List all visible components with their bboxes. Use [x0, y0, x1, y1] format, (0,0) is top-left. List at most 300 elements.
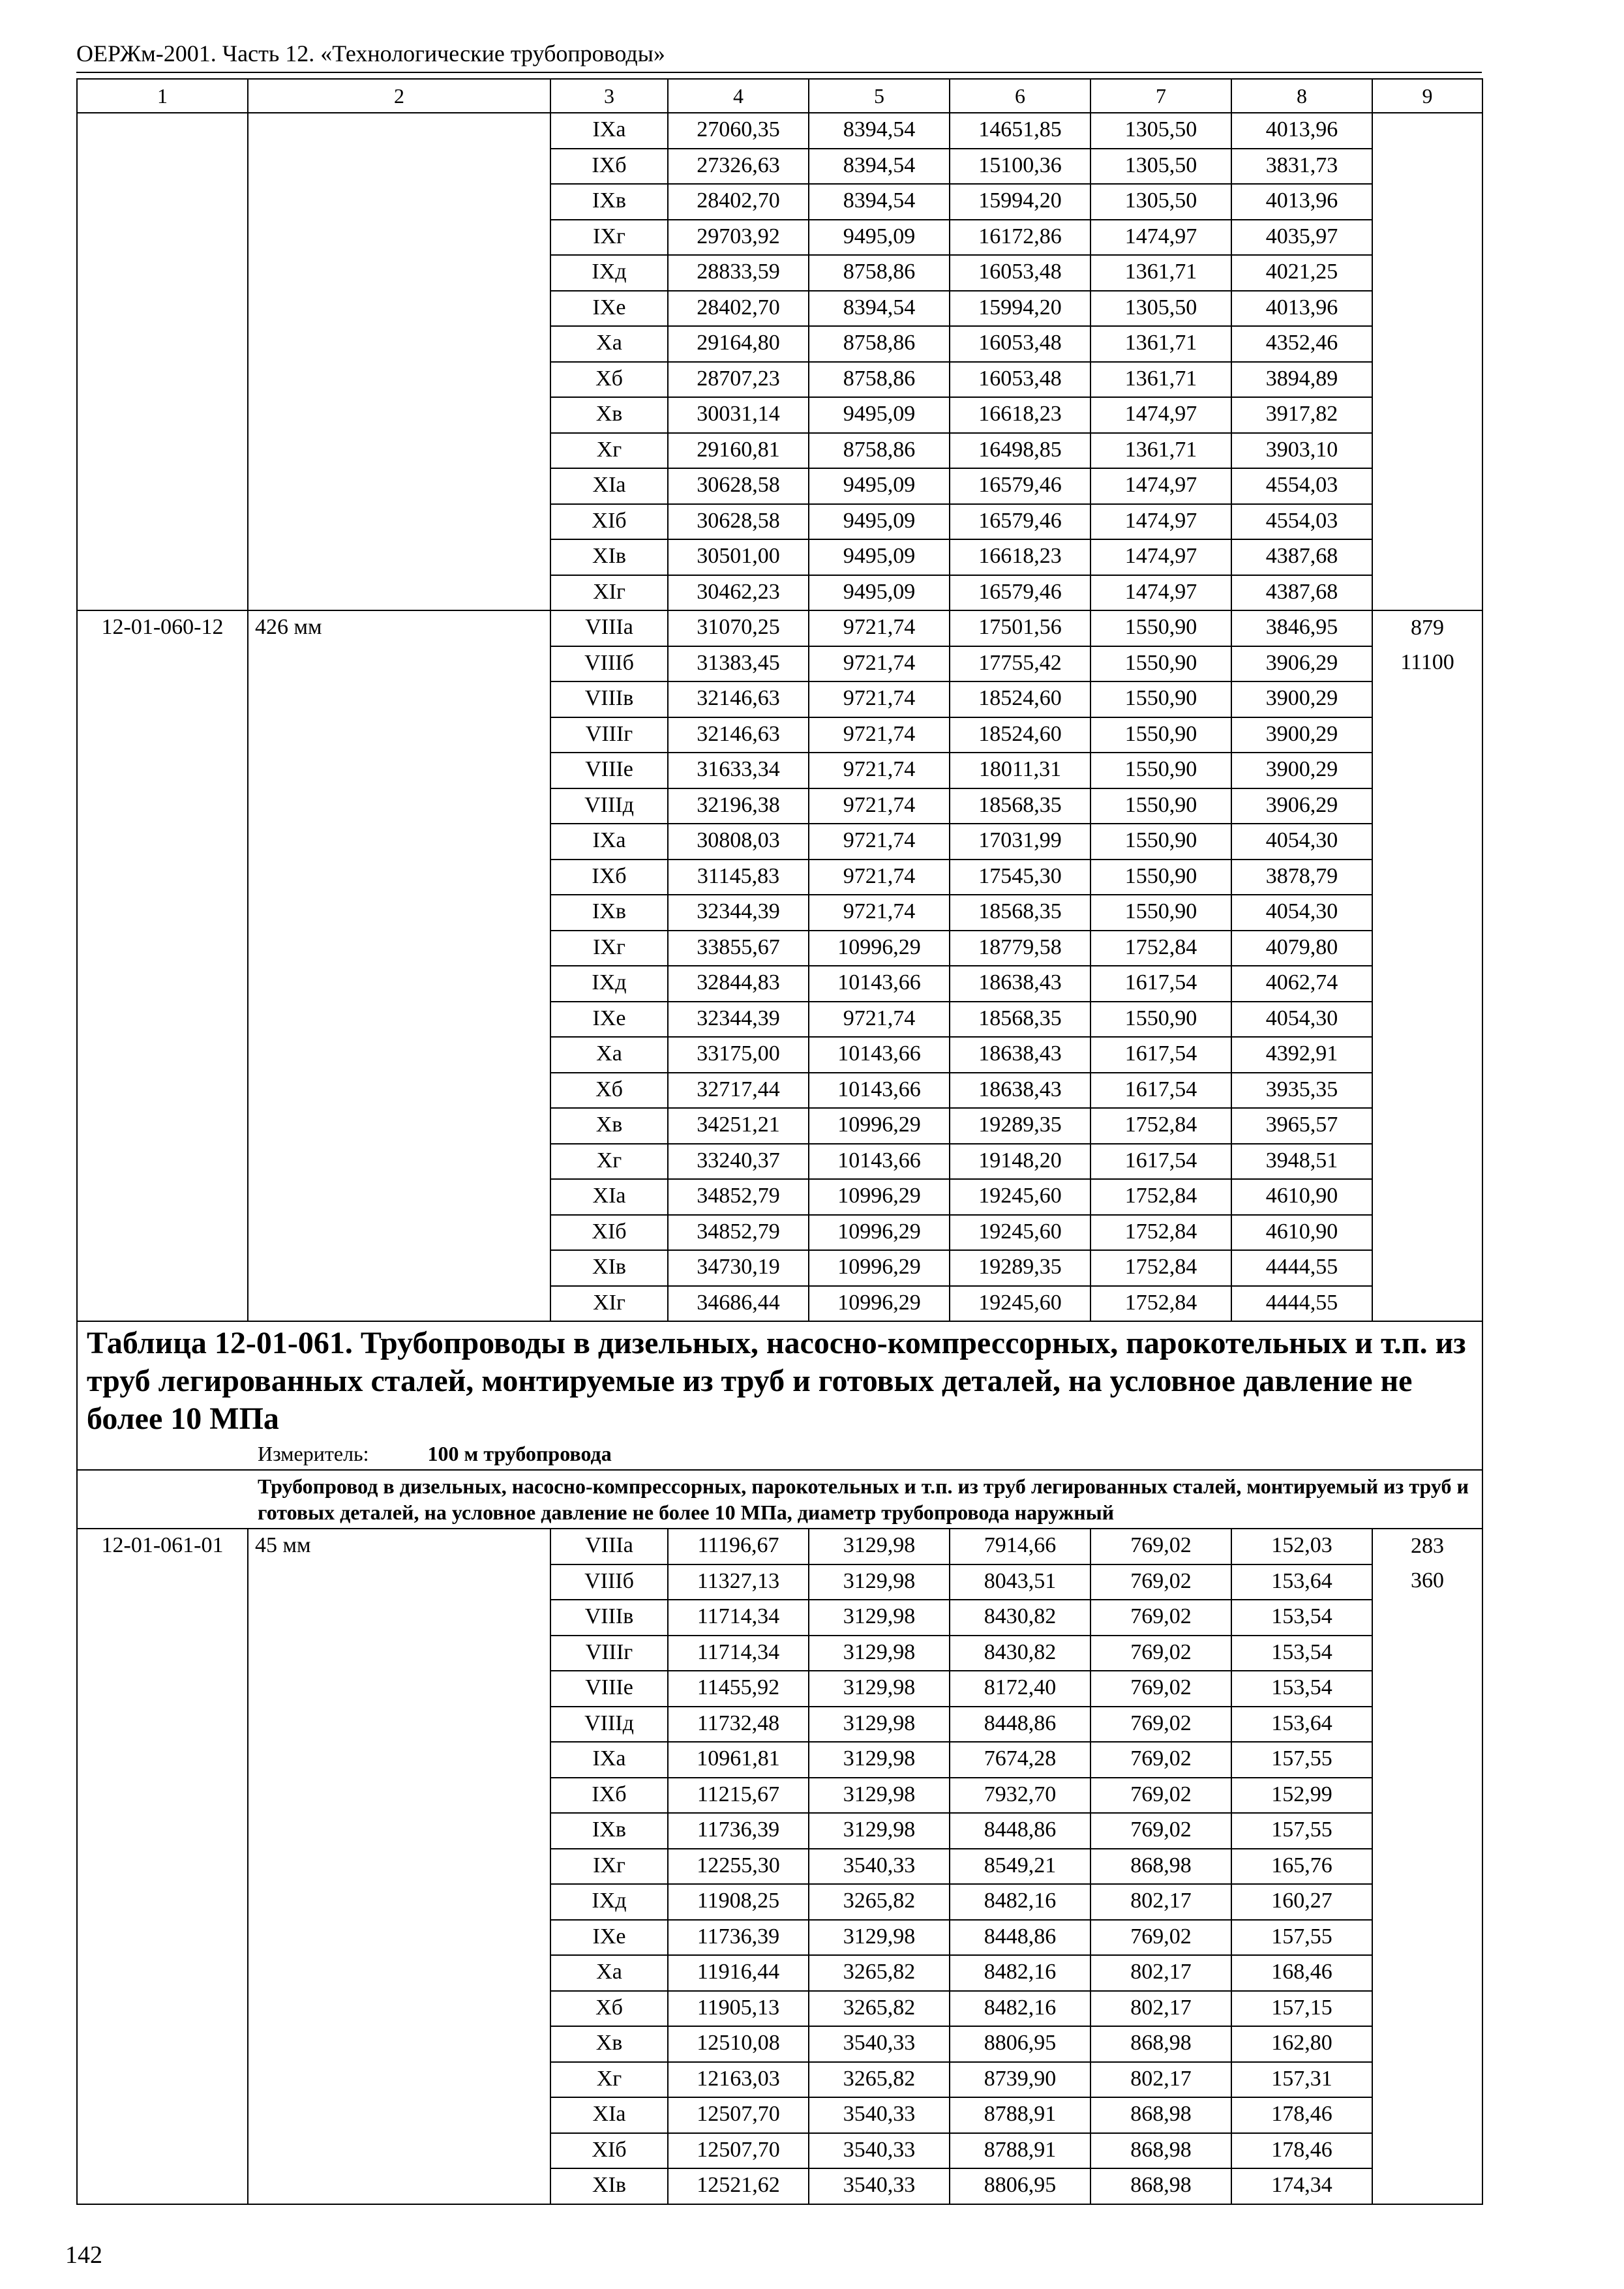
value-cell: 4352,46 [1231, 326, 1372, 362]
description-text: Трубопровод в дизельных, насосно-компрессорных, парокотельных и т.п. из труб легированных сталей, монтируемый из труб и готовых деталей, на условное давление не более 10 МПа, диаметр трубопровода наружный [258, 1474, 1469, 1524]
zone-cell: IXв [550, 1813, 668, 1849]
value-cell: 8788,91 [950, 2133, 1090, 2169]
zone-cell: IXе [550, 1002, 668, 1038]
table-heading [77, 1321, 1482, 1470]
value-cell: 4554,03 [1231, 468, 1372, 504]
value-cell: 3900,29 [1231, 681, 1372, 717]
zone-cell: IXа [550, 824, 668, 860]
value-cell: 18638,43 [950, 1073, 1090, 1109]
col9-value: 283 [1411, 1534, 1444, 1558]
value-cell: 4013,96 [1231, 184, 1372, 220]
value-cell: 1550,90 [1090, 681, 1231, 717]
value-cell: 11905,13 [668, 1991, 809, 2027]
value-cell: 1752,84 [1090, 1108, 1231, 1144]
value-cell: 152,03 [1231, 1529, 1372, 1564]
value-cell: 769,02 [1090, 1920, 1231, 1956]
value-cell: 157,55 [1231, 1813, 1372, 1849]
value-cell: 3894,89 [1231, 362, 1372, 398]
value-cell: 4054,30 [1231, 895, 1372, 931]
col9-values [1372, 1529, 1482, 2204]
value-cell: 1361,71 [1090, 433, 1231, 469]
value-cell: 153,64 [1231, 1564, 1372, 1600]
column-number: 8 [1231, 79, 1372, 113]
value-cell: 30462,23 [668, 575, 809, 611]
value-cell: 153,54 [1231, 1671, 1372, 1707]
value-cell: 8394,54 [809, 291, 950, 327]
value-cell: 30628,58 [668, 468, 809, 504]
value-cell: 157,15 [1231, 1991, 1372, 2027]
value-cell: 19245,60 [950, 1179, 1090, 1215]
value-cell: 3129,98 [809, 1529, 950, 1564]
value-cell: 4079,80 [1231, 931, 1372, 966]
value-cell: 33240,37 [668, 1144, 809, 1180]
column-number-row [77, 79, 1482, 113]
zone-cell: Xв [550, 1108, 668, 1144]
value-cell: 153,54 [1231, 1600, 1372, 1636]
value-cell: 18011,31 [950, 753, 1090, 788]
value-cell: 3129,98 [809, 1671, 950, 1707]
value-cell: 3129,98 [809, 1813, 950, 1849]
zone-cell: VIIIг [550, 1636, 668, 1671]
value-cell: 1550,90 [1090, 1002, 1231, 1038]
value-cell: 3900,29 [1231, 717, 1372, 753]
value-cell: 31145,83 [668, 860, 809, 895]
value-cell: 3129,98 [809, 1707, 950, 1743]
value-cell: 30808,03 [668, 824, 809, 860]
value-cell: 28402,70 [668, 184, 809, 220]
table-row [77, 113, 1482, 149]
value-cell: 32146,63 [668, 681, 809, 717]
value-cell: 3903,10 [1231, 433, 1372, 469]
value-cell: 16579,46 [950, 504, 1090, 540]
value-cell: 3129,98 [809, 1564, 950, 1600]
value-cell: 178,46 [1231, 2097, 1372, 2133]
value-cell: 8172,40 [950, 1671, 1090, 1707]
value-cell: 769,02 [1090, 1707, 1231, 1743]
zone-cell: VIIIб [550, 1564, 668, 1600]
value-cell: 153,54 [1231, 1636, 1372, 1671]
zone-cell: Xа [550, 1955, 668, 1991]
value-cell: 8758,86 [809, 433, 950, 469]
value-cell: 9721,74 [809, 681, 950, 717]
column-number: 6 [950, 79, 1090, 113]
unit-label: Измеритель: [258, 1442, 369, 1465]
value-cell: 4392,91 [1231, 1037, 1372, 1073]
zone-cell: VIIIв [550, 681, 668, 717]
zone-cell: IXг [550, 220, 668, 256]
value-cell: 9495,09 [809, 397, 950, 433]
value-cell: 32146,63 [668, 717, 809, 753]
value-cell: 3265,82 [809, 1991, 950, 2027]
zone-cell: IXб [550, 1778, 668, 1814]
zone-cell: IXб [550, 860, 668, 895]
table-title: Таблица 12-01-061. Трубопроводы в дизельных, насосно-компрессорных, парокотельных и т.п. из труб легированных сталей, монтируемые из труб и готовых деталей, на условное давление не более 10 МПа [87, 1326, 1466, 1436]
value-cell: 28402,70 [668, 291, 809, 327]
value-cell: 10143,66 [809, 1037, 950, 1073]
value-cell: 15994,20 [950, 184, 1090, 220]
value-cell: 8758,86 [809, 362, 950, 398]
column-number: 3 [550, 79, 668, 113]
value-cell: 12163,03 [668, 2062, 809, 2098]
rate-code: 12-01-060-12 [77, 610, 248, 1321]
value-cell: 4610,90 [1231, 1179, 1372, 1215]
value-cell: 16498,85 [950, 433, 1090, 469]
value-cell: 868,98 [1090, 2168, 1231, 2204]
pipe-diameter [248, 113, 550, 610]
value-cell: 29160,81 [668, 433, 809, 469]
value-cell: 165,76 [1231, 1849, 1372, 1885]
value-cell: 8043,51 [950, 1564, 1090, 1600]
value-cell: 3906,29 [1231, 788, 1372, 824]
value-cell: 3540,33 [809, 2026, 950, 2062]
value-cell: 9721,74 [809, 610, 950, 646]
value-cell: 10996,29 [809, 931, 950, 966]
value-cell: 1617,54 [1090, 1144, 1231, 1180]
value-cell: 8394,54 [809, 149, 950, 185]
value-cell: 769,02 [1090, 1564, 1231, 1600]
zone-cell: Xг [550, 433, 668, 469]
value-cell: 8788,91 [950, 2097, 1090, 2133]
value-cell: 27326,63 [668, 149, 809, 185]
value-cell: 3935,35 [1231, 1073, 1372, 1109]
value-cell: 28833,59 [668, 255, 809, 291]
value-cell: 9495,09 [809, 504, 950, 540]
value-cell: 27060,35 [668, 113, 809, 149]
value-cell: 4444,55 [1231, 1250, 1372, 1286]
value-cell: 769,02 [1090, 1813, 1231, 1849]
value-cell: 28707,23 [668, 362, 809, 398]
zone-cell: IXа [550, 1742, 668, 1778]
value-cell: 769,02 [1090, 1636, 1231, 1671]
value-cell: 8448,86 [950, 1920, 1090, 1956]
zone-cell: VIIIв [550, 1600, 668, 1636]
value-cell: 1305,50 [1090, 291, 1231, 327]
zone-cell: VIIIа [550, 1529, 668, 1564]
value-cell: 10996,29 [809, 1286, 950, 1322]
value-cell: 17501,56 [950, 610, 1090, 646]
value-cell: 3540,33 [809, 2168, 950, 2204]
value-cell: 18779,58 [950, 931, 1090, 966]
zone-cell: Xа [550, 1037, 668, 1073]
value-cell: 10143,66 [809, 1073, 950, 1109]
value-cell: 17545,30 [950, 860, 1090, 895]
value-cell: 9495,09 [809, 539, 950, 575]
value-cell: 3129,98 [809, 1600, 950, 1636]
value-cell: 34686,44 [668, 1286, 809, 1322]
value-cell: 9495,09 [809, 575, 950, 611]
value-cell: 4054,30 [1231, 1002, 1372, 1038]
value-cell: 10996,29 [809, 1215, 950, 1251]
value-cell: 10996,29 [809, 1250, 950, 1286]
value-cell: 1617,54 [1090, 966, 1231, 1002]
column-number: 2 [248, 79, 550, 113]
column-number: 9 [1372, 79, 1482, 113]
value-cell: 19245,60 [950, 1286, 1090, 1322]
value-cell: 9721,74 [809, 788, 950, 824]
value-cell: 174,34 [1231, 2168, 1372, 2204]
value-cell: 1474,97 [1090, 397, 1231, 433]
value-cell: 30501,00 [668, 539, 809, 575]
value-cell: 32196,38 [668, 788, 809, 824]
value-cell: 802,17 [1090, 1991, 1231, 2027]
value-cell: 33855,67 [668, 931, 809, 966]
value-cell: 17031,99 [950, 824, 1090, 860]
value-cell: 29703,92 [668, 220, 809, 256]
value-cell: 34852,79 [668, 1179, 809, 1215]
value-cell: 160,27 [1231, 1884, 1372, 1920]
value-cell: 34852,79 [668, 1215, 809, 1251]
value-cell: 1550,90 [1090, 860, 1231, 895]
value-cell: 9721,74 [809, 646, 950, 682]
value-cell: 868,98 [1090, 2133, 1231, 2169]
value-cell: 8448,86 [950, 1707, 1090, 1743]
zone-cell: Xб [550, 1991, 668, 2027]
zone-cell: Xг [550, 2062, 668, 2098]
value-cell: 16053,48 [950, 362, 1090, 398]
zone-cell: XIв [550, 2168, 668, 2204]
value-cell: 1474,97 [1090, 504, 1231, 540]
zone-cell: IXе [550, 1920, 668, 1956]
value-cell: 157,55 [1231, 1920, 1372, 1956]
value-cell: 3900,29 [1231, 753, 1372, 788]
zone-cell: VIIIб [550, 646, 668, 682]
unit-value: 100 м трубопровода [427, 1442, 612, 1465]
value-cell: 19289,35 [950, 1108, 1090, 1144]
value-cell: 4013,96 [1231, 291, 1372, 327]
value-cell: 12521,62 [668, 2168, 809, 2204]
value-cell: 1550,90 [1090, 788, 1231, 824]
value-cell: 868,98 [1090, 2026, 1231, 2062]
table-row [77, 610, 1482, 646]
value-cell: 9721,74 [809, 753, 950, 788]
zone-cell: IXг [550, 1849, 668, 1885]
zone-cell: XIа [550, 468, 668, 504]
value-cell: 868,98 [1090, 2097, 1231, 2133]
value-cell: 3917,82 [1231, 397, 1372, 433]
value-cell: 178,46 [1231, 2133, 1372, 2169]
column-number: 1 [77, 79, 248, 113]
value-cell: 31633,34 [668, 753, 809, 788]
value-cell: 802,17 [1090, 2062, 1231, 2098]
value-cell: 31383,45 [668, 646, 809, 682]
rates-table [76, 78, 1483, 2205]
zone-cell: XIб [550, 504, 668, 540]
value-cell: 16053,48 [950, 326, 1090, 362]
value-cell: 11196,67 [668, 1529, 809, 1564]
value-cell: 18524,60 [950, 681, 1090, 717]
zone-cell: IXв [550, 895, 668, 931]
value-cell: 9721,74 [809, 860, 950, 895]
value-cell: 152,99 [1231, 1778, 1372, 1814]
value-cell: 1752,84 [1090, 931, 1231, 966]
value-cell: 1550,90 [1090, 824, 1231, 860]
value-cell: 11714,34 [668, 1600, 809, 1636]
table-description [77, 1470, 1482, 1529]
zone-cell: IXд [550, 1884, 668, 1920]
pipe-diameter: 45 мм [248, 1529, 550, 2204]
value-cell: 14651,85 [950, 113, 1090, 149]
value-cell: 3878,79 [1231, 860, 1372, 895]
value-cell: 1550,90 [1090, 646, 1231, 682]
value-cell: 16053,48 [950, 255, 1090, 291]
rate-code [77, 113, 248, 610]
zone-cell: Xб [550, 1073, 668, 1109]
value-cell: 1617,54 [1090, 1073, 1231, 1109]
rate-code: 12-01-061-01 [77, 1529, 248, 2204]
value-cell: 868,98 [1090, 1849, 1231, 1885]
value-cell: 3129,98 [809, 1920, 950, 1956]
value-cell: 34730,19 [668, 1250, 809, 1286]
column-number: 5 [809, 79, 950, 113]
value-cell: 1361,71 [1090, 326, 1231, 362]
value-cell: 11327,13 [668, 1564, 809, 1600]
col9-value: 360 [1411, 1568, 1444, 1593]
value-cell: 3540,33 [809, 2133, 950, 2169]
value-cell: 1305,50 [1090, 149, 1231, 185]
value-cell: 16172,86 [950, 220, 1090, 256]
value-cell: 12255,30 [668, 1849, 809, 1885]
zone-cell: XIб [550, 2133, 668, 2169]
value-cell: 8549,21 [950, 1849, 1090, 1885]
value-cell: 11908,25 [668, 1884, 809, 1920]
value-cell: 1305,50 [1090, 113, 1231, 149]
value-cell: 4387,68 [1231, 575, 1372, 611]
value-cell: 8482,16 [950, 1955, 1090, 1991]
zone-cell: Xв [550, 397, 668, 433]
zone-cell: IXб [550, 149, 668, 185]
value-cell: 32344,39 [668, 895, 809, 931]
col9-value: 879 [1411, 616, 1444, 640]
zone-cell: IXд [550, 966, 668, 1002]
zone-cell: VIIIе [550, 1671, 668, 1707]
value-cell: 1752,84 [1090, 1250, 1231, 1286]
zone-cell: IXа [550, 113, 668, 149]
value-cell: 16618,23 [950, 397, 1090, 433]
value-cell: 802,17 [1090, 1884, 1231, 1920]
value-cell: 8482,16 [950, 1884, 1090, 1920]
value-cell: 1361,71 [1090, 362, 1231, 398]
value-cell: 3831,73 [1231, 149, 1372, 185]
value-cell: 10996,29 [809, 1108, 950, 1144]
value-cell: 3265,82 [809, 1884, 950, 1920]
value-cell: 18638,43 [950, 966, 1090, 1002]
value-cell: 32717,44 [668, 1073, 809, 1109]
value-cell: 4610,90 [1231, 1215, 1372, 1251]
value-cell: 31070,25 [668, 610, 809, 646]
value-cell: 8482,16 [950, 1991, 1090, 2027]
value-cell: 1305,50 [1090, 184, 1231, 220]
value-cell: 11714,34 [668, 1636, 809, 1671]
value-cell: 15100,36 [950, 149, 1090, 185]
value-cell: 8430,82 [950, 1600, 1090, 1636]
zone-cell: VIIIд [550, 1707, 668, 1743]
value-cell: 10996,29 [809, 1179, 950, 1215]
zone-cell: XIв [550, 1250, 668, 1286]
value-cell: 8430,82 [950, 1636, 1090, 1671]
value-cell: 4054,30 [1231, 824, 1372, 860]
value-cell: 32344,39 [668, 1002, 809, 1038]
value-cell: 157,55 [1231, 1742, 1372, 1778]
zone-cell: XIа [550, 2097, 668, 2133]
value-cell: 8448,86 [950, 1813, 1090, 1849]
value-cell: 19245,60 [950, 1215, 1090, 1251]
value-cell: 11215,67 [668, 1778, 809, 1814]
value-cell: 15994,20 [950, 291, 1090, 327]
value-cell: 10961,81 [668, 1742, 809, 1778]
value-cell: 18568,35 [950, 895, 1090, 931]
value-cell: 32844,83 [668, 966, 809, 1002]
value-cell: 3846,95 [1231, 610, 1372, 646]
zone-cell: Xг [550, 1144, 668, 1180]
value-cell: 7932,70 [950, 1778, 1090, 1814]
value-cell: 769,02 [1090, 1671, 1231, 1707]
zone-cell: XIб [550, 1215, 668, 1251]
value-cell: 3965,57 [1231, 1108, 1372, 1144]
value-cell: 1474,97 [1090, 220, 1231, 256]
zone-cell: VIIIа [550, 610, 668, 646]
value-cell: 18638,43 [950, 1037, 1090, 1073]
zone-cell: Xб [550, 362, 668, 398]
zone-cell: IXв [550, 184, 668, 220]
value-cell: 18568,35 [950, 788, 1090, 824]
value-cell: 12510,08 [668, 2026, 809, 2062]
value-cell: 802,17 [1090, 1955, 1231, 1991]
value-cell: 3265,82 [809, 1955, 950, 1991]
value-cell: 10143,66 [809, 1144, 950, 1180]
value-cell: 8739,90 [950, 2062, 1090, 2098]
value-cell: 11736,39 [668, 1813, 809, 1849]
value-cell: 19148,20 [950, 1144, 1090, 1180]
value-cell: 11732,48 [668, 1707, 809, 1743]
zone-cell: Xа [550, 326, 668, 362]
page-number: 142 [65, 2241, 102, 2269]
value-cell: 3265,82 [809, 2062, 950, 2098]
value-cell: 9721,74 [809, 824, 950, 860]
value-cell: 3129,98 [809, 1742, 950, 1778]
zone-cell: XIв [550, 539, 668, 575]
column-number: 7 [1090, 79, 1231, 113]
value-cell: 1474,97 [1090, 539, 1231, 575]
value-cell: 4062,74 [1231, 966, 1372, 1002]
value-cell: 1550,90 [1090, 717, 1231, 753]
value-cell: 4444,55 [1231, 1286, 1372, 1322]
value-cell: 769,02 [1090, 1742, 1231, 1778]
col9-values [1372, 610, 1482, 1321]
zone-cell: XIг [550, 575, 668, 611]
zone-cell: VIIIд [550, 788, 668, 824]
value-cell: 34251,21 [668, 1108, 809, 1144]
zone-cell: IXд [550, 255, 668, 291]
value-cell: 1550,90 [1090, 610, 1231, 646]
value-cell: 3906,29 [1231, 646, 1372, 682]
value-cell: 4021,25 [1231, 255, 1372, 291]
value-cell: 3129,98 [809, 1778, 950, 1814]
value-cell: 8806,95 [950, 2168, 1090, 2204]
value-cell: 769,02 [1090, 1529, 1231, 1564]
zone-cell: Xв [550, 2026, 668, 2062]
value-cell: 3540,33 [809, 2097, 950, 2133]
table-description-row [77, 1470, 1482, 1529]
value-cell: 11916,44 [668, 1955, 809, 1991]
value-cell: 9721,74 [809, 717, 950, 753]
value-cell: 11455,92 [668, 1671, 809, 1707]
value-cell: 16579,46 [950, 468, 1090, 504]
zone-cell: VIIIг [550, 717, 668, 753]
value-cell: 769,02 [1090, 1778, 1231, 1814]
value-cell: 8758,86 [809, 255, 950, 291]
value-cell: 1752,84 [1090, 1286, 1231, 1322]
unit-of-measure [258, 1441, 1473, 1467]
